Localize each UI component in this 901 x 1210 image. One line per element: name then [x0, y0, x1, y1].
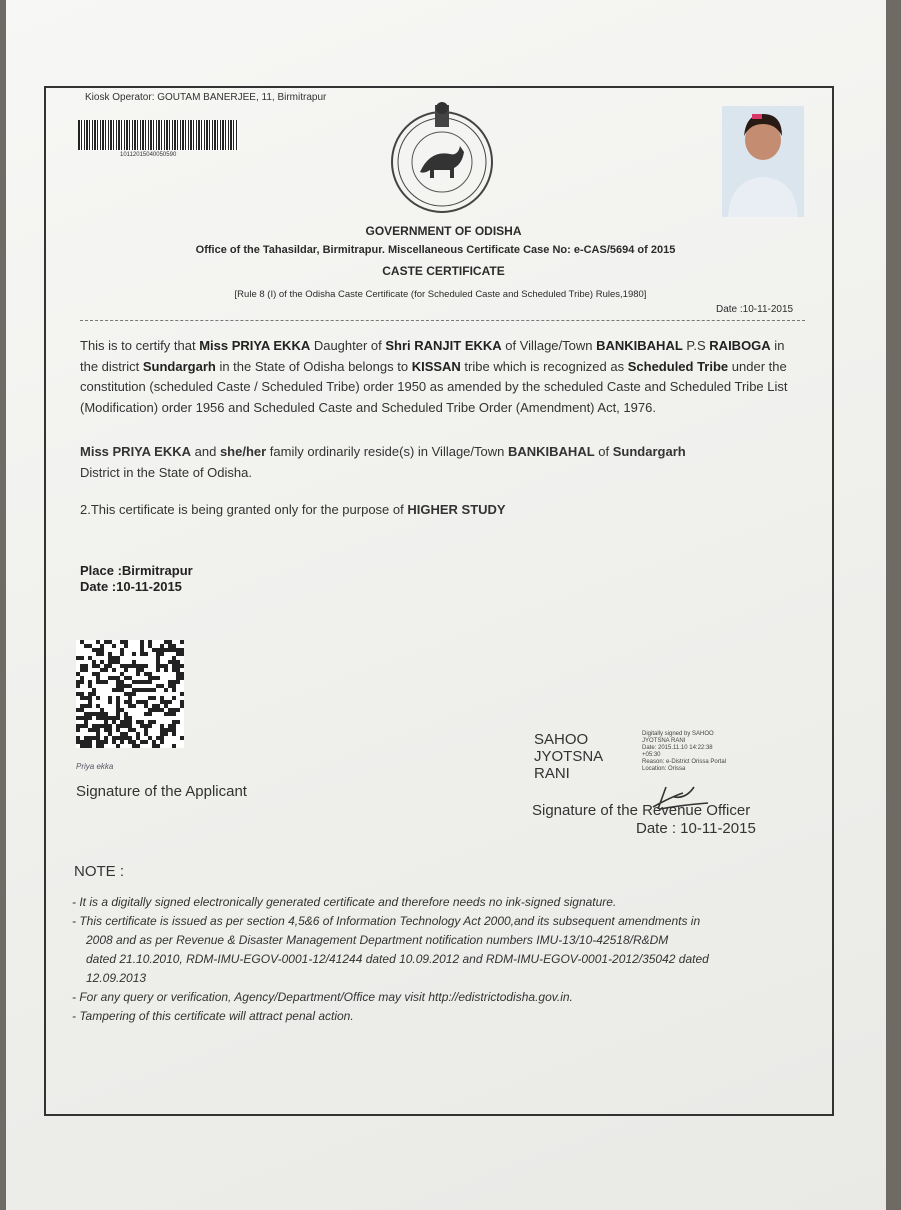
qr-code — [76, 640, 184, 748]
note-item: 2008 and as per Revenue & Disaster Management Department notification numbers IMU-13/10-42518/R&DM — [86, 933, 669, 947]
signer-line: JYOTSNA — [534, 748, 604, 765]
place-date — [80, 563, 193, 595]
note-item: 12.09.2013 — [86, 971, 147, 985]
notes-list — [72, 893, 782, 1026]
note-item: dated 21.10.2010, RDM-IMU-EGOV-0001-12/41244 dated 10.09.2012 and RDM-IMU-EGOV-0001-2012/35042 dated — [86, 952, 709, 966]
officer-signature-label: Signature of the Revenue Officer — [532, 802, 751, 819]
odisha-emblem-seal — [385, 100, 500, 215]
heading-government: GOVERNMENT OF ODISHA — [365, 224, 522, 238]
signer-line: RANI — [534, 765, 570, 782]
digital-sig-line: Location: Orissa — [642, 766, 686, 772]
divider — [80, 320, 805, 321]
note-item: - This certificate is issued as per section 4,5&6 of Information Technology Act 2000,and its subsequent amendments in — [72, 914, 701, 928]
applicant-handwritten-signature: Priya ekka — [76, 762, 114, 771]
applicant-photo — [722, 106, 804, 217]
signer-line: SAHOO — [534, 731, 589, 748]
note-item: - It is a digitally signed electronically generated certificate and therefore needs no ink-signed signature. — [72, 895, 617, 909]
digital-sig-line: +05:30 — [642, 752, 661, 758]
digital-signature-block — [642, 731, 762, 773]
certificate-title: CASTE CERTIFICATE — [382, 264, 505, 278]
note-title: NOTE : — [74, 863, 125, 880]
heading-office: Office of the Tahasildar, Birmitrapur. Miscellaneous Certificate Case No: e-CAS/5694 of 2015 — [195, 244, 676, 256]
purpose-line: 2.This certificate is being granted only for the purpose of HIGHER STUDY — [80, 502, 506, 517]
kiosk-operator: Kiosk Operator: GOUTAM BANERJEE, 11, Birmitrapur — [85, 92, 327, 103]
barcode — [78, 120, 238, 150]
officer-date: Date : 10-11-2015 — [636, 820, 756, 837]
digital-sig-line: JYOTSNA RANI — [642, 738, 686, 744]
residence-paragraph: Miss PRIYA EKKA and she/her family ordinarily reside(s) in Village/Town BANKIBAHAL of Sundargarh District in the State of Odisha. — [80, 444, 686, 480]
digital-sig-line: Date: 2015.11.10 14:22:38 — [642, 745, 713, 751]
issue-date: Date :10-11-2015 — [716, 304, 794, 315]
rule-reference: [Rule 8 (I) of the Odisha Caste Certificate (for Scheduled Caste and Scheduled Tribe) Rules,1980] — [234, 289, 647, 300]
note-item: - For any query or verification, Agency/Department/Office may visit http://edistrictodisha.gov.in. — [72, 990, 573, 1004]
note-item: - Tampering of this certificate will attract penal action. — [72, 1009, 354, 1023]
digital-sig-line: Digitally signed by SAHOO — [642, 731, 714, 737]
place-date-value: Date :10-11-2015 — [80, 579, 182, 594]
barcode-number: 10112015040050590 — [120, 152, 177, 158]
certification-paragraph: This is to certify that Miss PRIYA EKKA Daughter of Shri RANJIT EKKA of Village/Town BANKIBAHAL P.S RAIBOGA in the district Sundargarh in the State of Odisha belongs to KISSAN tribe which is recognized as Scheduled Tribe under the constitution (scheduled Caste / Scheduled Tribe) order 1950 as amended by the scheduled Caste and Scheduled Tribe List (Modification) order 1956 and Scheduled Caste and Scheduled Tribe Order (Amendment) Act, 1976. — [80, 338, 788, 415]
digital-sig-line: Reason: e-District Orissa Portal — [642, 759, 727, 765]
signer-name — [534, 731, 603, 782]
place: Place :Birmitrapur — [80, 563, 193, 578]
applicant-signature-label: Signature of the Applicant — [76, 783, 247, 800]
